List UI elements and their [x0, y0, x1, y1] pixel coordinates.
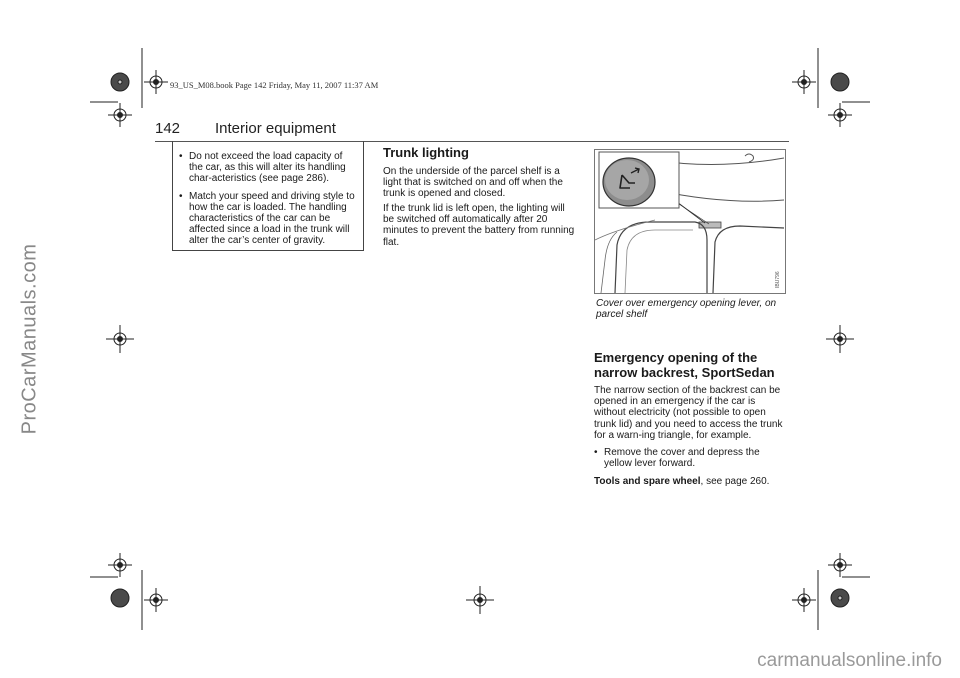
warning-text: Do not exceed the load capacity of the car, as this will alter its handling char-acteristics (see page 286).: [189, 151, 346, 185]
warning-item: [179, 151, 357, 185]
footer-watermark: carmanualsonline.info: [757, 650, 942, 671]
parcel-shelf-illustration: [594, 149, 786, 294]
bullet-icon: •: [179, 190, 183, 202]
tools-reference: [594, 476, 789, 487]
bullet-icon: •: [179, 151, 183, 162]
warning-list: [179, 151, 357, 247]
trunk-lighting-heading: Trunk lighting: [383, 145, 469, 160]
emergency-opening-heading: Emergency opening of the narrow backrest, SportSedan: [594, 350, 775, 380]
trunk-lighting-paragraph-1: On the underside of the parcel shelf is a light that is switched on and off when the trunk is opened and closed.: [383, 166, 563, 200]
figure-code: IBU796: [775, 271, 781, 288]
emergency-opening-paragraph: The narrow section of the backrest can be opened in an emergency if the car is without electricity (not possible to open trunk lid) and you need to access the trunk for a warn-ing triangle, for example.: [594, 385, 783, 441]
trunk-lighting-paragraph-2: If the trunk lid is left open, the lighting will be switched off automatically after 20 minutes to prevent the battery from running flat.: [383, 203, 575, 248]
section-title: Interior equipment: [215, 120, 336, 137]
page-number: 142: [155, 120, 181, 137]
side-watermark: ProCarManuals.com: [18, 243, 41, 435]
book-header: 93_US_M08.book Page 142 Friday, May 11, 2007 11:37 AM: [170, 80, 379, 90]
parcel-shelf-drawing: [595, 150, 785, 293]
figure-caption: Cover over emergency opening lever, on parcel shelf: [596, 298, 777, 321]
warning-box: [172, 141, 364, 251]
tools-reference-bold: Tools and spare wheel: [594, 476, 701, 487]
emergency-bullet-text: Remove the cover and depress the yellow lever forward.: [604, 447, 760, 470]
bullet-icon: •: [594, 447, 598, 458]
warning-text: Match your speed and driving style to how the car is loaded. The handling characteristics of the car can be affected since a load in the trunk will alter the car’s center of gravity.: [189, 190, 355, 247]
warning-item: [179, 191, 357, 247]
emergency-bullet-item: [594, 447, 789, 469]
tools-reference-text: , see page 260.: [700, 476, 770, 487]
